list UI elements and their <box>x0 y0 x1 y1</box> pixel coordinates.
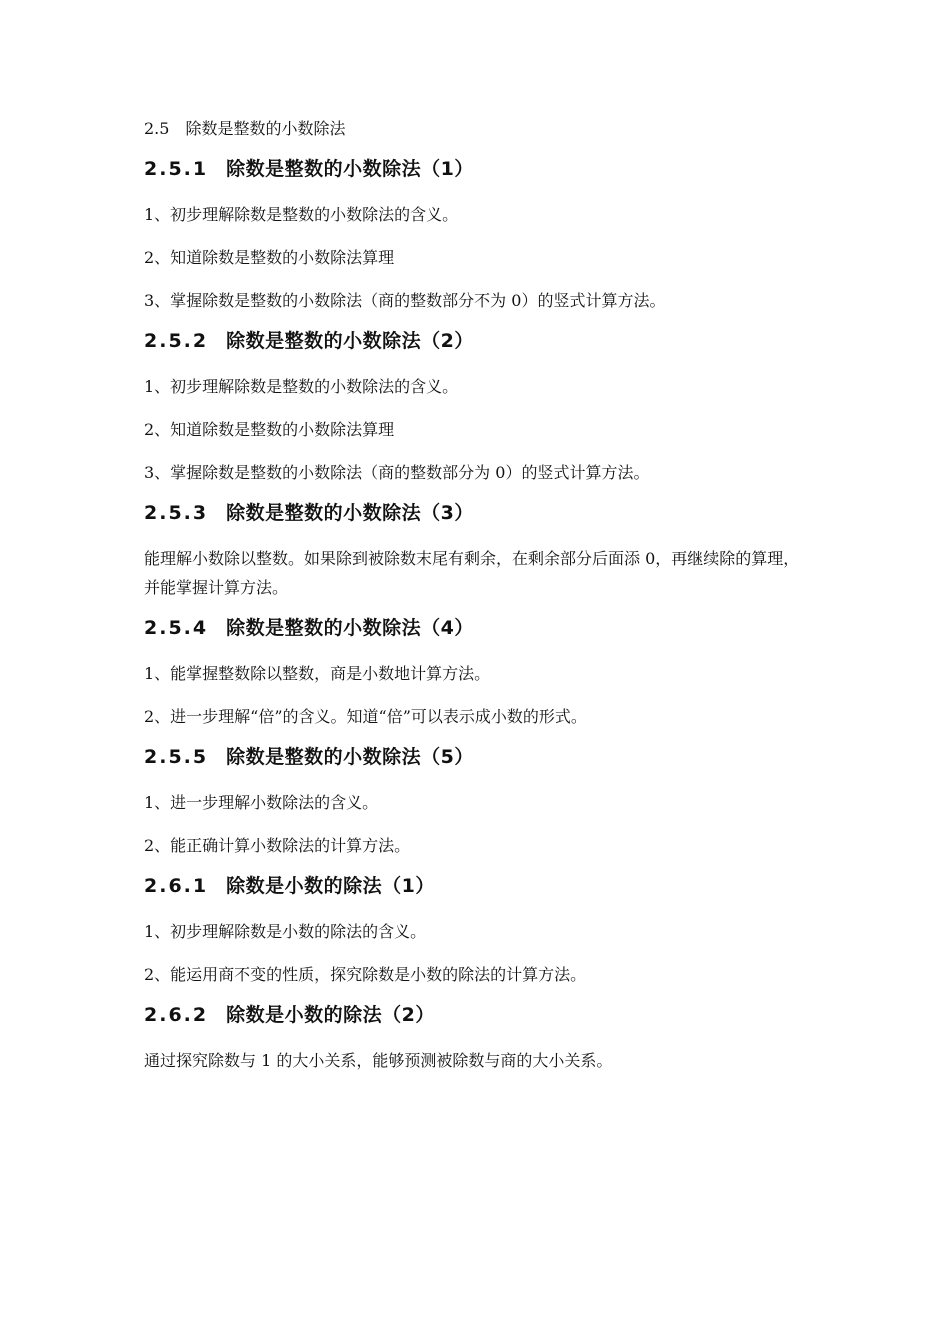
paragraph: 1、初步理解除数是整数的小数除法的含义。 <box>144 377 459 396</box>
section-heading <box>144 874 814 898</box>
paragraph: 能理解小数除以整数。如果除到被除数末尾有剩余，在剩余部分后面添 0，再继续除的算理，并能掌握计算方法。 <box>144 549 800 597</box>
section-heading <box>144 1003 814 1027</box>
section-number: 2.5.5 <box>144 746 209 768</box>
section-title: 除数是小数的除法（1） <box>226 875 435 897</box>
section-2-5-5 <box>144 745 814 860</box>
section-title: 除数是整数的小数除法（5） <box>226 746 474 768</box>
section-number: 2.6.1 <box>144 875 209 897</box>
paragraph: 3、掌握除数是整数的小数除法（商的整数部分不为 0）的竖式计算方法。 <box>144 291 666 310</box>
section-2-5-3 <box>144 501 814 602</box>
section-number: 2.6.2 <box>144 1004 209 1026</box>
section-2-5-2 <box>144 329 814 487</box>
paragraph: 2、进一步理解“倍”的含义。知道“倍”可以表示成小数的形式。 <box>144 707 587 726</box>
section-number: 2.5.1 <box>144 158 209 180</box>
paragraph: 1、初步理解除数是小数的除法的含义。 <box>144 922 427 941</box>
section-heading <box>144 501 814 525</box>
section-2-6-1 <box>144 874 814 989</box>
document-title: 2.5 除数是整数的小数除法 <box>144 119 346 138</box>
section-heading <box>144 745 814 769</box>
document-content <box>144 110 814 1089</box>
paragraph: 2、知道除数是整数的小数除法算理 <box>144 420 395 439</box>
section-heading <box>144 157 814 181</box>
section-title: 除数是整数的小数除法（1） <box>226 158 474 180</box>
paragraph: 3、掌握除数是整数的小数除法（商的整数部分为 0）的竖式计算方法。 <box>144 463 650 482</box>
paragraph: 2、知道除数是整数的小数除法算理 <box>144 248 395 267</box>
paragraph: 1、初步理解除数是整数的小数除法的含义。 <box>144 205 459 224</box>
section-2-5-1 <box>144 157 814 315</box>
section-2-5-4 <box>144 616 814 731</box>
section-title: 除数是小数的除法（2） <box>226 1004 435 1026</box>
paragraph: 1、能掌握整数除以整数，商是小数地计算方法。 <box>144 664 491 683</box>
section-title: 除数是整数的小数除法（3） <box>226 502 474 524</box>
section-title: 除数是整数的小数除法（4） <box>226 617 474 639</box>
section-heading <box>144 616 814 640</box>
section-heading <box>144 329 814 353</box>
section-number: 2.5.4 <box>144 617 209 639</box>
paragraph: 1、进一步理解小数除法的含义。 <box>144 793 379 812</box>
section-number: 2.5.3 <box>144 502 209 524</box>
section-number: 2.5.2 <box>144 330 209 352</box>
paragraph: 2、能正确计算小数除法的计算方法。 <box>144 836 411 855</box>
section-2-6-2 <box>144 1003 814 1075</box>
paragraph: 通过探究除数与 1 的大小关系，能够预测被除数与商的大小关系。 <box>144 1051 613 1070</box>
section-title: 除数是整数的小数除法（2） <box>226 330 474 352</box>
paragraph: 2、能运用商不变的性质，探究除数是小数的除法的计算方法。 <box>144 965 587 984</box>
